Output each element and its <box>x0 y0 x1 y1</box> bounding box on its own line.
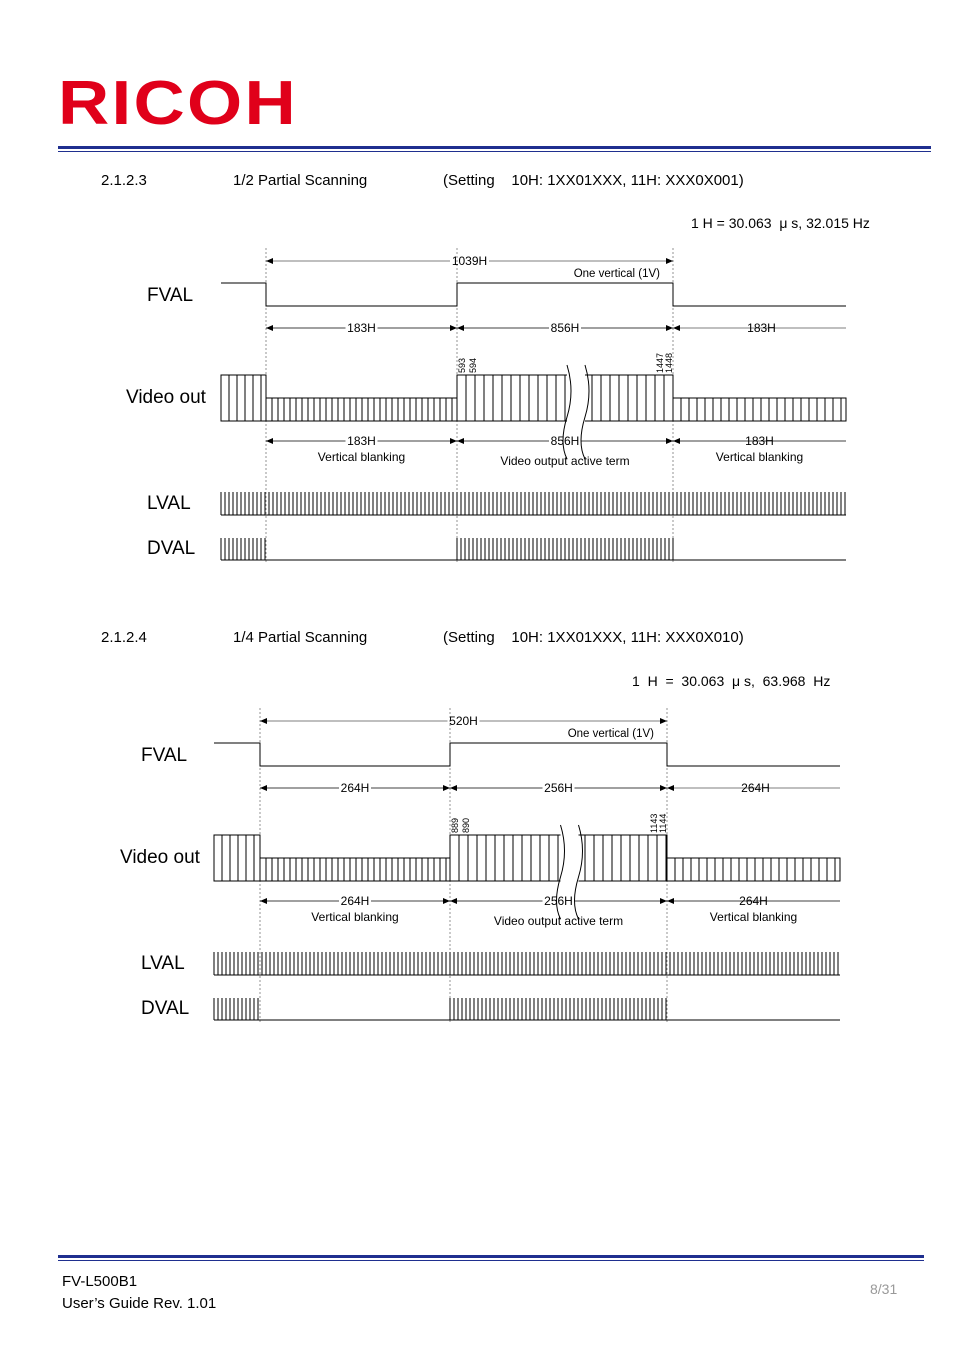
end-line-number: 1143 <box>649 813 659 833</box>
video-pre-block <box>221 375 266 421</box>
arrow-head <box>666 325 673 331</box>
timing-svg <box>0 700 954 1060</box>
blank-h-top-label: 183H <box>347 321 376 335</box>
blank-h-bottom-label: 183H <box>347 434 376 448</box>
timing-diagram-quarter <box>0 700 954 1060</box>
arrow-head <box>457 325 464 331</box>
lval-label: LVAL <box>141 953 185 974</box>
video-pre-block <box>214 835 260 881</box>
one-vertical-label: One vertical (1V) <box>567 728 654 740</box>
section-title: 1/2 Partial Scanning <box>233 172 368 189</box>
section-number: 2.1.2.4 <box>101 629 147 646</box>
arrow-head <box>450 438 457 444</box>
fval-waveform <box>214 743 840 766</box>
active-term-label: Video output active term <box>493 914 624 928</box>
header-rule <box>58 146 931 149</box>
video-post-block <box>667 858 840 881</box>
one-vertical-label: One vertical (1V) <box>573 268 660 280</box>
ricoh-logo <box>58 70 303 135</box>
blank-h-top2-label: 183H <box>747 321 776 335</box>
blank-h-bottom2-label: 264H <box>739 894 768 908</box>
video-out-label: Video out <box>120 847 200 868</box>
fval-label: FVAL <box>147 285 194 306</box>
active-term-label: Video output active term <box>500 454 630 468</box>
arrow-head <box>450 785 457 791</box>
arrow-head <box>660 718 667 724</box>
arrow-head <box>450 325 457 331</box>
blank-h-bottom2-label: 183H <box>745 434 774 448</box>
footer-rule-thin <box>58 1260 924 1261</box>
footer-model: FV-L500B1 <box>62 1273 138 1290</box>
vertical-blanking-label: Vertical blanking <box>317 450 406 464</box>
active-h-top-label: 856H <box>550 321 580 335</box>
section-number: 2.1.2.3 <box>101 172 147 189</box>
footer-rule <box>58 1255 924 1258</box>
timing-diagram-half <box>0 240 954 600</box>
end-line-number: 1447 <box>655 352 665 373</box>
arrow-head <box>260 718 267 724</box>
arrow-head <box>260 898 267 904</box>
dval-label: DVAL <box>141 998 190 1019</box>
arrow-head <box>660 785 667 791</box>
start-line-number: 593 <box>457 357 467 373</box>
arrow-head <box>666 438 673 444</box>
arrow-head <box>450 898 457 904</box>
arrow-head <box>443 898 450 904</box>
blank-h-top-label: 264H <box>340 781 370 795</box>
video-out-label: Video out <box>126 387 206 408</box>
arrow-head <box>260 785 267 791</box>
total-period-label: 1039H <box>451 254 488 268</box>
arrow-head <box>667 785 674 791</box>
total-period-label: 520H <box>449 714 478 728</box>
fval-label: FVAL <box>141 745 188 766</box>
active-h-top-label: 256H <box>544 781 573 795</box>
blank-h-top2-label: 264H <box>741 781 770 795</box>
line-timing: 1 H = 30.063 μ s, 63.968 Hz <box>632 673 831 689</box>
line-timing: 1 H = 30.063 μ s, 32.015 Hz <box>691 215 870 231</box>
vertical-blanking-label: Vertical blanking <box>715 450 804 464</box>
brand-wordmark: RICOH <box>58 70 298 130</box>
start-line-number: 890 <box>461 817 471 833</box>
register-setting: (Setting 10H: 1XX01XXX, 11H: XXX0X010) <box>443 629 744 646</box>
fval-waveform <box>221 283 846 306</box>
vertical-blanking-label: Vertical blanking <box>311 910 399 924</box>
arrow-head <box>666 258 673 264</box>
arrow-head <box>667 898 674 904</box>
arrow-head <box>673 325 680 331</box>
start-line-number: 594 <box>468 357 478 373</box>
active-h-bottom-label: 856H <box>550 434 580 448</box>
arrow-head <box>443 785 450 791</box>
end-line-number: 1448 <box>664 352 674 373</box>
active-h-bottom-label: 256H <box>544 894 573 908</box>
arrow-head <box>457 438 464 444</box>
register-setting: (Setting 10H: 1XX01XXX, 11H: XXX0X001) <box>443 172 744 189</box>
section-title: 1/4 Partial Scanning <box>233 629 368 646</box>
video-post-block <box>673 398 846 421</box>
header-rule-thin <box>58 151 931 152</box>
blank-h-bottom-label: 264H <box>340 894 370 908</box>
end-line-number: 1144 <box>658 813 668 833</box>
start-line-number: 889 <box>450 817 460 833</box>
arrow-head <box>266 258 273 264</box>
arrow-head <box>660 898 667 904</box>
dval-label: DVAL <box>147 538 196 559</box>
footer-guide: User’s Guide Rev. 1.01 <box>62 1295 217 1312</box>
arrow-head <box>673 438 680 444</box>
timing-svg <box>0 240 954 600</box>
lval-label: LVAL <box>147 493 191 514</box>
vertical-blanking-label: Vertical blanking <box>709 910 798 924</box>
page-number: 8/31 <box>870 1281 898 1297</box>
arrow-head <box>266 438 273 444</box>
arrow-head <box>266 325 273 331</box>
